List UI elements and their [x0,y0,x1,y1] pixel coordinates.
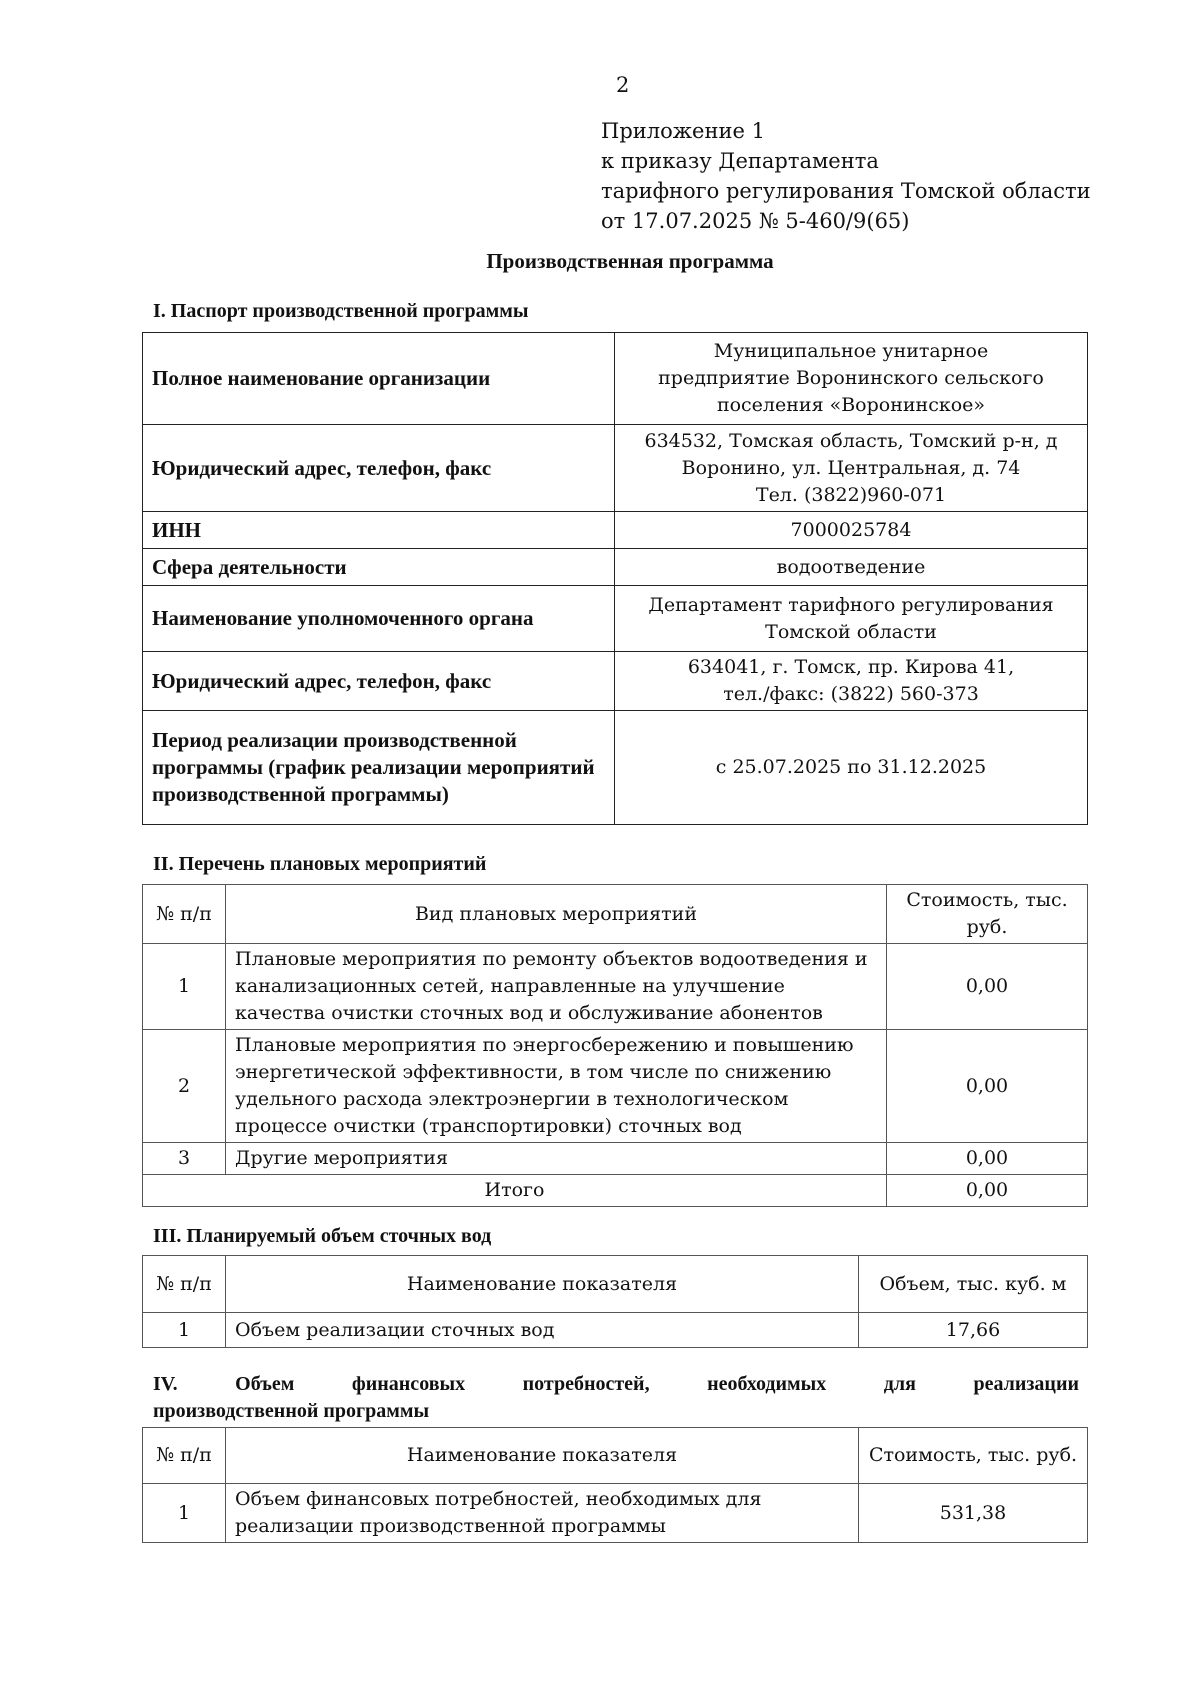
table-row [143,586,1088,652]
value-line: поселения «Воронинское» [716,394,986,416]
row-number: 1 [143,1484,226,1543]
value-line: 634532, Томская область, Томский р-н, д [644,429,1058,452]
appendix-line: к приказу Департамента [601,149,879,173]
value-line: тел./факс: (3822) 560-373 [723,683,979,705]
section-3-heading: III. Планируемый объем сточных вод [153,1225,492,1247]
value-line: 634041, г. Томск, пр. Кирова 41, [687,656,1015,678]
column-header: № п/п [143,1256,226,1313]
row-name: Плановые мероприятия по ремонту объектов водоотведения и канализационных сетей, направленные на улучшение качества очистки сточных вод и обслуживание абонентов [226,944,887,1030]
table-header-row [143,885,1088,944]
table-row [143,1143,1088,1175]
row-value [615,652,1088,711]
heading-line: производственной программы [153,1400,430,1422]
planned-measures-table [142,884,1088,1207]
table-row [143,333,1088,425]
row-label: ИНН [143,512,615,549]
appendix-line: от 17.07.2025 № 5-460/9(65) [601,209,910,233]
row-number: 2 [143,1030,226,1143]
passport-table [142,332,1088,825]
value-line: Муниципальное унитарное [713,340,989,362]
row-cost: 0,00 [887,1030,1088,1143]
row-value [615,333,1088,425]
row-label: Период реализации производственной программы (график реализации мероприятий производственной программы) [143,711,615,825]
column-header: Стоимость, тыс. руб. [887,885,1088,944]
wastewater-volume-table [142,1255,1088,1348]
table-row [143,652,1088,711]
row-cost: 0,00 [887,1143,1088,1175]
section-4-heading [153,1371,1079,1425]
total-label: Итого [143,1175,887,1207]
row-value [615,425,1088,512]
row-name: Объем реализации сточных вод [226,1313,859,1348]
column-header: Стоимость, тыс. руб. [859,1428,1088,1484]
table-row [143,1313,1088,1348]
table-row [143,1030,1088,1143]
row-label: Сфера деятельности [143,549,615,586]
row-number: 1 [143,1313,226,1348]
appendix-header [601,116,1091,236]
row-label: Наименование уполномоченного органа [143,586,615,652]
column-header: Наименование показателя [226,1428,859,1484]
table-row [143,944,1088,1030]
table-row [143,711,1088,825]
row-value: с 25.07.2025 по 31.12.2025 [615,711,1088,825]
row-value: 531,38 [859,1484,1088,1543]
row-label: Юридический адрес, телефон, факс [143,652,615,711]
column-header: Вид плановых мероприятий [226,885,887,944]
row-value: водоотведение [615,549,1088,586]
table-header-row [143,1256,1088,1313]
value-line: предприятие Воронинского сельского [658,367,1044,389]
section-2-heading: II. Перечень плановых мероприятий [153,853,487,875]
heading-line: IV. Объем финансовых потребностей, необходимых для реализации [153,1373,1079,1395]
document-title: Производственная программа [486,249,774,273]
row-value [615,586,1088,652]
table-total-row [143,1175,1088,1207]
row-label: Юридический адрес, телефон, факс [143,425,615,512]
value-line: Департамент тарифного регулирования [648,593,1054,616]
table-row [143,425,1088,512]
appendix-line: Приложение 1 [601,119,765,143]
row-name: Другие мероприятия [226,1143,887,1175]
column-header: Наименование показателя [226,1256,859,1313]
row-number: 1 [143,944,226,1030]
value-line: Тел. (3822)960-071 [755,483,947,506]
page-number: 2 [616,73,630,97]
column-header: № п/п [143,885,226,944]
row-number: 3 [143,1143,226,1175]
value-line: Томской области [765,620,937,643]
value-line: Воронино, ул. Центральная, д. 74 [681,456,1021,479]
row-name: Объем финансовых потребностей, необходимых для реализации производственной программы [226,1484,859,1543]
appendix-line: тарифного регулирования Томской области [601,179,1091,203]
total-value: 0,00 [887,1175,1088,1207]
column-header: № п/п [143,1428,226,1484]
row-name: Плановые мероприятия по энергосбережению и повышению энергетической эффективности, в том числе по снижению удельного расхода электроэнергии в технологическом процессе очистки (транспортировки) сточных вод [226,1030,887,1143]
column-header: Объем, тыс. куб. м [859,1256,1088,1313]
table-row [143,512,1088,549]
table-row [143,549,1088,586]
table-header-row [143,1428,1088,1484]
section-1-heading: I. Паспорт производственной программы [153,300,529,322]
row-label: Полное наименование организации [143,333,615,425]
row-value: 7000025784 [615,512,1088,549]
row-cost: 0,00 [887,944,1088,1030]
table-row [143,1484,1088,1543]
financial-needs-table [142,1427,1088,1543]
row-value: 17,66 [859,1313,1088,1348]
